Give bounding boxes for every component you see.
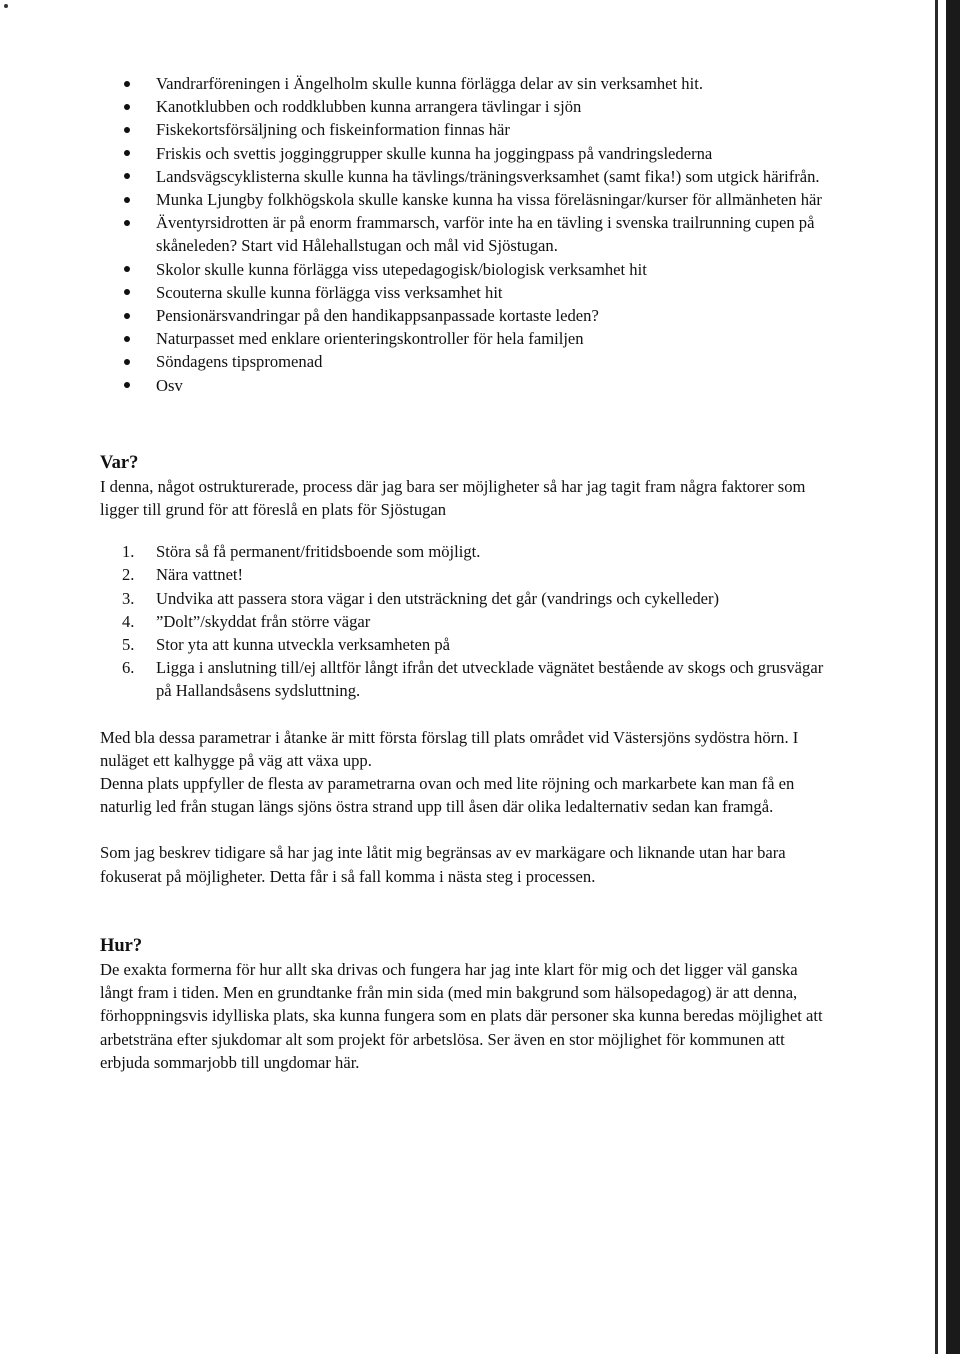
list-item: 1. Störa så få permanent/fritidsboende som möjligt. (122, 542, 481, 562)
list-item: Fiskekortsförsäljning och fiskeinformation finnas här (100, 118, 830, 141)
list-item: Landsvägscyklisterna skulle kunna ha tävlings/träningsverksamhet (samt fika!) som utgick härifrån. (100, 165, 830, 188)
list-item: Pensionärsvandringar på den handikappsanpassade kortaste leden? (100, 304, 830, 327)
bullet-icon (124, 313, 130, 319)
list-item: Osv (100, 374, 830, 397)
list-item: Äventyrsidrotten är på enorm frammarsch, varför inte ha en tävling i svenska trailrunning cupen på skåneleden? Start vid Hålehallstugan och mål vid Sjöstugan. (100, 211, 830, 257)
document-body (100, 72, 830, 1074)
paragraph: De exakta formerna för hur allt ska drivas och fungera har jag inte klart för mig och det ligger väl ganska långt fram i tiden. Men en grundtanke från min sida (med min bakgrund som hälsopedagog) är att denna, förhoppningsvis idylliska plats, ska kunna fungera som en plats där personer ska kunna beredas möjlighet att arbetsträna efter sjukdomar alt som projekt för arbetslösa. Ser även en stor möjlighet för kommunen att erbjuda sommarjobb till ungdomar här. (100, 959, 823, 1072)
list-item: Friskis och svettis jogginggrupper skulle kunna ha joggingpass på vandringslederna (100, 142, 830, 165)
list-item: 2. Nära vattnet! (122, 565, 244, 585)
bullet-icon (124, 220, 130, 226)
bullet-icon (124, 197, 130, 203)
list-item: 5. Stor yta att kunna utveckla verksamheten på (122, 635, 450, 655)
list-item: 4. ”Dolt”/skyddat från större vägar (122, 611, 371, 631)
paragraph: Som jag beskrev tidigare så har jag inte låtit mig begränsas av ev markägare och liknande utan har bara fokuserat på möjligheter. Detta får i så fall komma i nästa steg i processen. (100, 843, 786, 886)
list-item: Munka Ljungby folkhögskola skulle kanske kunna ha vissa föreläsningar/kurser för allmänheten här (100, 188, 830, 211)
list-item: 6. Ligga i anslutning till/ej alltför långt ifrån det utvecklade vägnätet bestående av skogs och grusvägar på Hallandsåsens sydsluttning. (122, 658, 824, 701)
bullet-icon (124, 289, 130, 295)
scan-speck (4, 4, 8, 8)
paragraph: Denna plats uppfyller de flesta av parametrarna ovan och med lite röjning och markarbete kan man få en naturlig led från stugan längs sjöns östra strand upp till åsen där olika ledalternativ sedan kan framgå. (100, 774, 795, 817)
list-item: Söndagens tipspromenad (100, 350, 830, 373)
list-item: Skolor skulle kunna förlägga viss utepedagogisk/biologisk verksamhet hit (100, 258, 830, 281)
var-intro: I denna, något ostrukturerade, process där jag bara ser möjligheter så har jag tagit fram några faktorer som ligger till grund för att föreslå en plats för Sjöstugan (100, 476, 806, 520)
bullet-icon (124, 150, 130, 156)
list-item: Vandrarföreningen i Ängelholm skulle kunna förlägga delar av sin verksamhet hit. (100, 72, 830, 95)
scan-edge-bar (946, 0, 960, 1354)
bullet-icon (124, 382, 130, 388)
bullet-icon (124, 173, 130, 179)
bullet-icon (124, 127, 130, 133)
list-item: 3. Undvika att passera stora vägar i den utsträckning det går (vandrings och cykelleder) (122, 588, 720, 608)
bullet-icon (124, 336, 130, 342)
list-item: Naturpasset med enklare orienteringskontroller för hela familjen (100, 327, 830, 350)
criteria-list (100, 540, 830, 702)
idea-bullet-list (100, 72, 830, 397)
scan-edge-line (935, 0, 938, 1354)
hur-heading: Hur? (100, 935, 143, 956)
var-heading: Var? (100, 452, 139, 473)
bullet-icon (124, 104, 130, 110)
list-item: Scouterna skulle kunna förlägga viss verksamhet hit (100, 281, 830, 304)
bullet-icon (124, 81, 130, 87)
list-item: Kanotklubben och roddklubben kunna arrangera tävlingar i sjön (100, 95, 830, 118)
bullet-icon (124, 266, 130, 272)
paragraph: Med bla dessa parametrar i åtanke är mitt första förslag till plats området vid Västersjöns sydöstra hörn. I nuläget ett kalhygge på väg att växa upp. (100, 727, 799, 770)
bullet-icon (124, 359, 130, 365)
